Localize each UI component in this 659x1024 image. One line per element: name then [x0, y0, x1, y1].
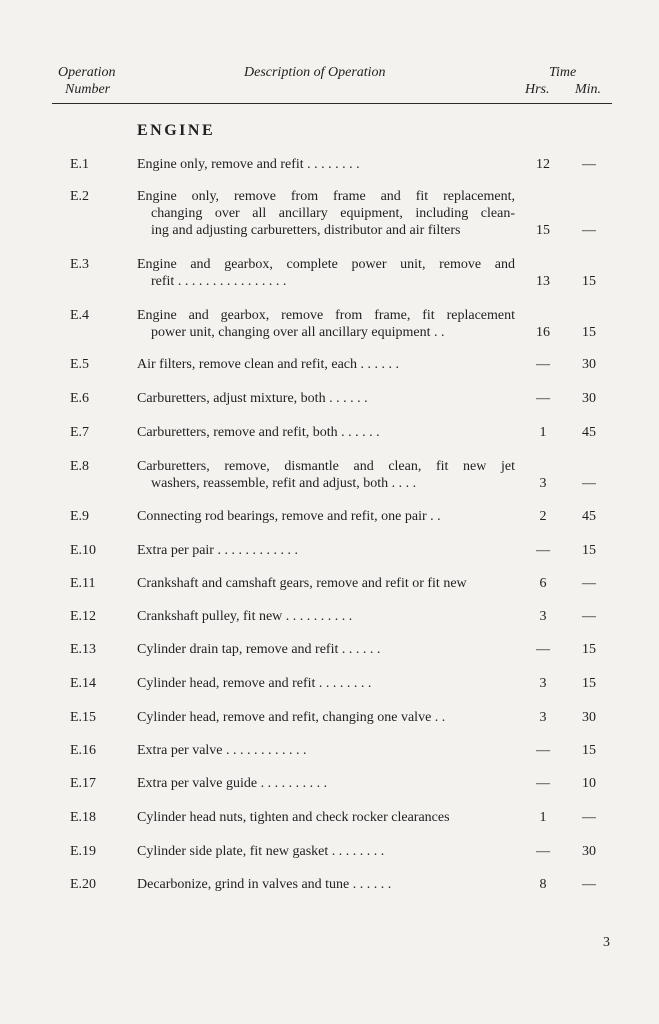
description-line: Cylinder head nuts, tighten and check rocker clearances [137, 810, 450, 825]
header-number: Number [65, 82, 111, 97]
operation-number: E.20 [70, 877, 97, 892]
minutes-value: 15 [582, 676, 596, 691]
operation-description [137, 356, 515, 373]
description-line: Extra per valve guide . . . . . . . . . . [137, 776, 328, 791]
description-line: Crankshaft and camshaft gears, remove and refit or fit new [137, 576, 467, 591]
page-number: 3 [603, 935, 610, 950]
operation-description [137, 424, 515, 441]
operation-number: E.9 [70, 509, 90, 524]
header-rule [52, 103, 612, 104]
hours-value: 6 [539, 576, 547, 591]
hours-value: 13 [536, 274, 550, 289]
hours-value: — [536, 543, 550, 558]
hours-value: — [536, 844, 550, 859]
operation-description [137, 458, 515, 492]
description-line: Crankshaft pulley, fit new . . . . . . . . . . [137, 609, 353, 624]
operation-number: E.8 [70, 459, 90, 474]
hours-value: — [536, 391, 550, 406]
header-operation: Operation [58, 65, 116, 80]
operation-description [137, 390, 515, 407]
hours-value: — [536, 357, 550, 372]
operation-number: E.18 [70, 810, 97, 825]
hours-value: 1 [539, 810, 547, 825]
operation-description [137, 843, 515, 860]
operation-description [137, 307, 515, 341]
description-line: Engine only, remove from frame and fit replacement, [137, 189, 515, 204]
operation-description [137, 188, 515, 239]
minutes-value: — [582, 223, 596, 238]
operation-number-header [58, 64, 116, 98]
description-header: Description of Operation [244, 65, 386, 80]
hours-value: 3 [539, 609, 547, 624]
hrs-header: Hrs. [525, 82, 550, 97]
hours-value: 15 [536, 223, 550, 238]
minutes-value: 30 [582, 710, 596, 725]
operation-description [137, 542, 515, 559]
operation-number: E.6 [70, 391, 90, 406]
description-line: Engine only, remove and refit . . . . . . . . [137, 157, 360, 172]
operation-description [137, 775, 515, 792]
operation-number: E.11 [70, 576, 96, 591]
minutes-value: 15 [582, 325, 596, 340]
operation-description [137, 876, 515, 893]
operation-description [137, 575, 515, 592]
hours-value: — [536, 776, 550, 791]
description-line: Cylinder drain tap, remove and refit . . . . . . [137, 642, 381, 657]
description-line: Engine and gearbox, remove from frame, fit replacement [137, 308, 515, 323]
hours-value: — [536, 743, 550, 758]
minutes-value: 15 [582, 543, 596, 558]
min-header: Min. [575, 82, 602, 97]
description-line: Air filters, remove clean and refit, each . . . . . . [137, 357, 400, 372]
description-line: ing and adjusting carburetters, distributor and air filters [151, 223, 461, 238]
description-line: power unit, changing over all ancillary equipment . . [151, 325, 445, 340]
operation-description [137, 709, 515, 726]
minutes-value: — [582, 810, 596, 825]
description-line: Engine and gearbox, complete power unit, remove and [137, 257, 515, 272]
description-line: Extra per valve . . . . . . . . . . . . [137, 743, 307, 758]
operation-number: E.19 [70, 844, 97, 859]
operation-number: E.14 [70, 676, 97, 691]
operation-description [137, 641, 515, 658]
operation-number: E.7 [70, 425, 90, 440]
description-line: Carburetters, remove, dismantle and clean, fit new jet [137, 459, 515, 474]
hours-value: 3 [539, 676, 547, 691]
operation-number: E.13 [70, 642, 97, 657]
hours-value: 12 [536, 157, 550, 172]
minutes-value: — [582, 157, 596, 172]
operation-description [137, 809, 515, 826]
description-line: Cylinder head, remove and refit, changing one valve . . [137, 710, 446, 725]
description-line: changing over all ancillary equipment, including clean- [151, 206, 515, 221]
hours-value: 16 [536, 325, 550, 340]
description-line: Cylinder head, remove and refit . . . . . . . . [137, 676, 372, 691]
operation-number: E.16 [70, 743, 97, 758]
hours-value: 8 [539, 877, 547, 892]
operation-number: E.10 [70, 543, 97, 558]
operation-number: E.17 [70, 776, 97, 791]
minutes-value: 30 [582, 844, 596, 859]
operation-description [137, 742, 515, 759]
operation-number: E.15 [70, 710, 97, 725]
hours-value: 3 [539, 476, 547, 491]
description-line: Cylinder side plate, fit new gasket . . . . . . . . [137, 844, 385, 859]
operation-number: E.12 [70, 609, 97, 624]
minutes-value: — [582, 476, 596, 491]
minutes-value: 45 [582, 425, 596, 440]
operation-number: E.4 [70, 308, 90, 323]
operation-description [137, 508, 515, 525]
minutes-value: — [582, 576, 596, 591]
description-line: refit . . . . . . . . . . . . . . . . [151, 274, 287, 289]
operation-number: E.3 [70, 257, 90, 272]
hours-value: — [536, 642, 550, 657]
description-line: Carburetters, remove and refit, both . . . . . . [137, 425, 380, 440]
description-line: Carburetters, adjust mixture, both . . . . . . [137, 391, 368, 406]
time-header: Time [549, 65, 577, 80]
minutes-value: 15 [582, 743, 596, 758]
operation-number: E.2 [70, 189, 90, 204]
hours-value: 2 [539, 509, 547, 524]
minutes-value: 30 [582, 357, 596, 372]
description-line: Connecting rod bearings, remove and refit, one pair . . [137, 509, 441, 524]
minutes-value: — [582, 609, 596, 624]
operation-description [137, 256, 515, 290]
operation-description [137, 608, 515, 625]
minutes-value: 30 [582, 391, 596, 406]
operation-number: E.1 [70, 157, 90, 172]
minutes-value: — [582, 877, 596, 892]
operation-number: E.5 [70, 357, 90, 372]
section-title: ENGINE [137, 122, 216, 139]
description-line: Extra per pair . . . . . . . . . . . . [137, 543, 298, 558]
operation-description [137, 675, 515, 692]
minutes-value: 10 [582, 776, 596, 791]
minutes-value: 15 [582, 642, 596, 657]
description-line: washers, reassemble, refit and adjust, both . . . . [151, 476, 417, 491]
hours-value: 1 [539, 425, 547, 440]
operation-description [137, 156, 515, 173]
minutes-value: 45 [582, 509, 596, 524]
description-line: Decarbonize, grind in valves and tune . . . . . . [137, 877, 392, 892]
minutes-value: 15 [582, 274, 596, 289]
hours-value: 3 [539, 710, 547, 725]
